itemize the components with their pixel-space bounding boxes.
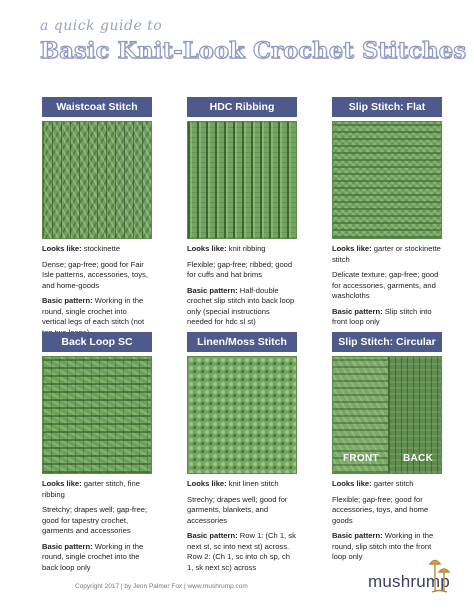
looks-like-label: Looks like:	[332, 479, 372, 488]
stitch-card-back-loop-sc	[42, 332, 152, 578]
stitch-notes: Flexible; gap-free; ribbed; good for cuffs and hat brims	[187, 259, 293, 279]
basic-pattern-label: Basic pattern:	[42, 296, 93, 305]
stitch-description	[42, 479, 152, 573]
looks-like-value: garter stitch	[373, 479, 414, 488]
copyright-text: Copyright 2017 | by Jenn Palmer Fox | www.mushrump.com	[75, 583, 248, 590]
stitch-swatch-image	[187, 121, 297, 239]
looks-like-value: knit linen stitch	[228, 479, 279, 488]
page-subtitle: a quick guide to	[40, 18, 163, 34]
stitch-description	[187, 479, 297, 573]
brand-logo-text: mushrump	[368, 572, 450, 591]
stitch-card-title: Slip Stitch: Flat	[332, 97, 442, 117]
stitch-swatch-image	[332, 121, 442, 239]
stitch-swatch-image	[42, 356, 152, 474]
mushroom-icon	[426, 556, 452, 596]
stitch-description	[42, 244, 152, 338]
basic-pattern-value: Working in the round, slip stitch into the front loop only	[332, 531, 434, 561]
stitch-swatch-image	[42, 121, 152, 239]
page-title: Basic Knit-Look Crochet Stitches	[40, 38, 467, 64]
stitch-card-title: Waistcoat Stitch	[42, 97, 152, 117]
basic-pattern-label: Basic pattern:	[187, 285, 238, 295]
stitch-card-title: Back Loop SC	[42, 332, 152, 352]
basic-pattern-label: Basic pattern:	[187, 531, 238, 540]
stitch-card-linen-moss	[187, 332, 297, 578]
back-tag: BACK	[403, 453, 434, 464]
stitch-card-title: Linen/Moss Stitch	[187, 332, 297, 352]
stitch-notes: Strechy; drapes well; good for garments, blankets, and accessories	[187, 494, 288, 525]
stitch-description	[332, 244, 442, 328]
basic-pattern-value: Working in the round, single crochet into vertical legs of each stitch (not	[42, 296, 145, 326]
basic-pattern-value: Row 1: (Ch 1, sk next st, sc into next st) across. Row 2: (Ch 1, sc into ch sp, ch 1, sk next sc) across	[187, 531, 296, 572]
looks-like-value: knit ribbing	[228, 244, 266, 253]
stitch-card-slip-circular	[332, 332, 442, 568]
looks-like-label: Looks like:	[332, 244, 372, 253]
stitch-card-hdc-ribbing	[187, 97, 297, 333]
stitch-notes: Dense; gap-free; good for Fair Isle patterns, accessories, toys, and home-goods	[42, 259, 148, 290]
looks-like-value: garter or stockinette stitch	[332, 244, 441, 264]
stitch-card-title: Slip Stitch: Circular	[332, 332, 442, 352]
stitch-notes: Stretchy; drapes well; gap-free; good for tapestry crochet, garments and accessories	[42, 505, 148, 535]
stitch-notes: Flexible; gap-free; good for accessories, toys, and home goods	[332, 494, 429, 525]
basic-pattern-value: Working in the round, single crochet into the back loop only	[42, 541, 144, 572]
basic-pattern-label: Basic pattern:	[42, 541, 93, 551]
basic-pattern-value: Slip stitch into front loop only	[332, 306, 432, 326]
stitch-card-slip-flat	[332, 97, 442, 333]
stitch-swatch-image	[187, 356, 297, 474]
looks-like-label: Looks like:	[187, 479, 227, 488]
front-tag: FRONT	[343, 453, 379, 464]
looks-like-label: Looks like:	[187, 244, 227, 253]
stitch-swatch-image	[332, 356, 442, 474]
basic-pattern-label: Basic pattern:	[332, 306, 383, 316]
looks-like-value: stockinette	[83, 244, 121, 253]
basic-pattern-value: Half-double crochet slip stitch into back loop only (special instructions needed for hdc sl st)	[187, 285, 295, 326]
stitch-notes: Delicate texture; gap-free; good for accessories, garments, and washcloths	[332, 270, 439, 300]
stitch-description	[332, 479, 442, 563]
looks-like-label: Looks like:	[42, 244, 82, 253]
stitch-description	[187, 244, 297, 328]
stitch-card-title: HDC Ribbing	[187, 97, 297, 117]
stitch-card-waistcoat	[42, 97, 152, 343]
basic-pattern-label: Basic pattern:	[332, 531, 383, 540]
looks-like-label: Looks like:	[42, 479, 82, 488]
looks-like-value: garter stitch, fine ribbing	[42, 479, 140, 499]
